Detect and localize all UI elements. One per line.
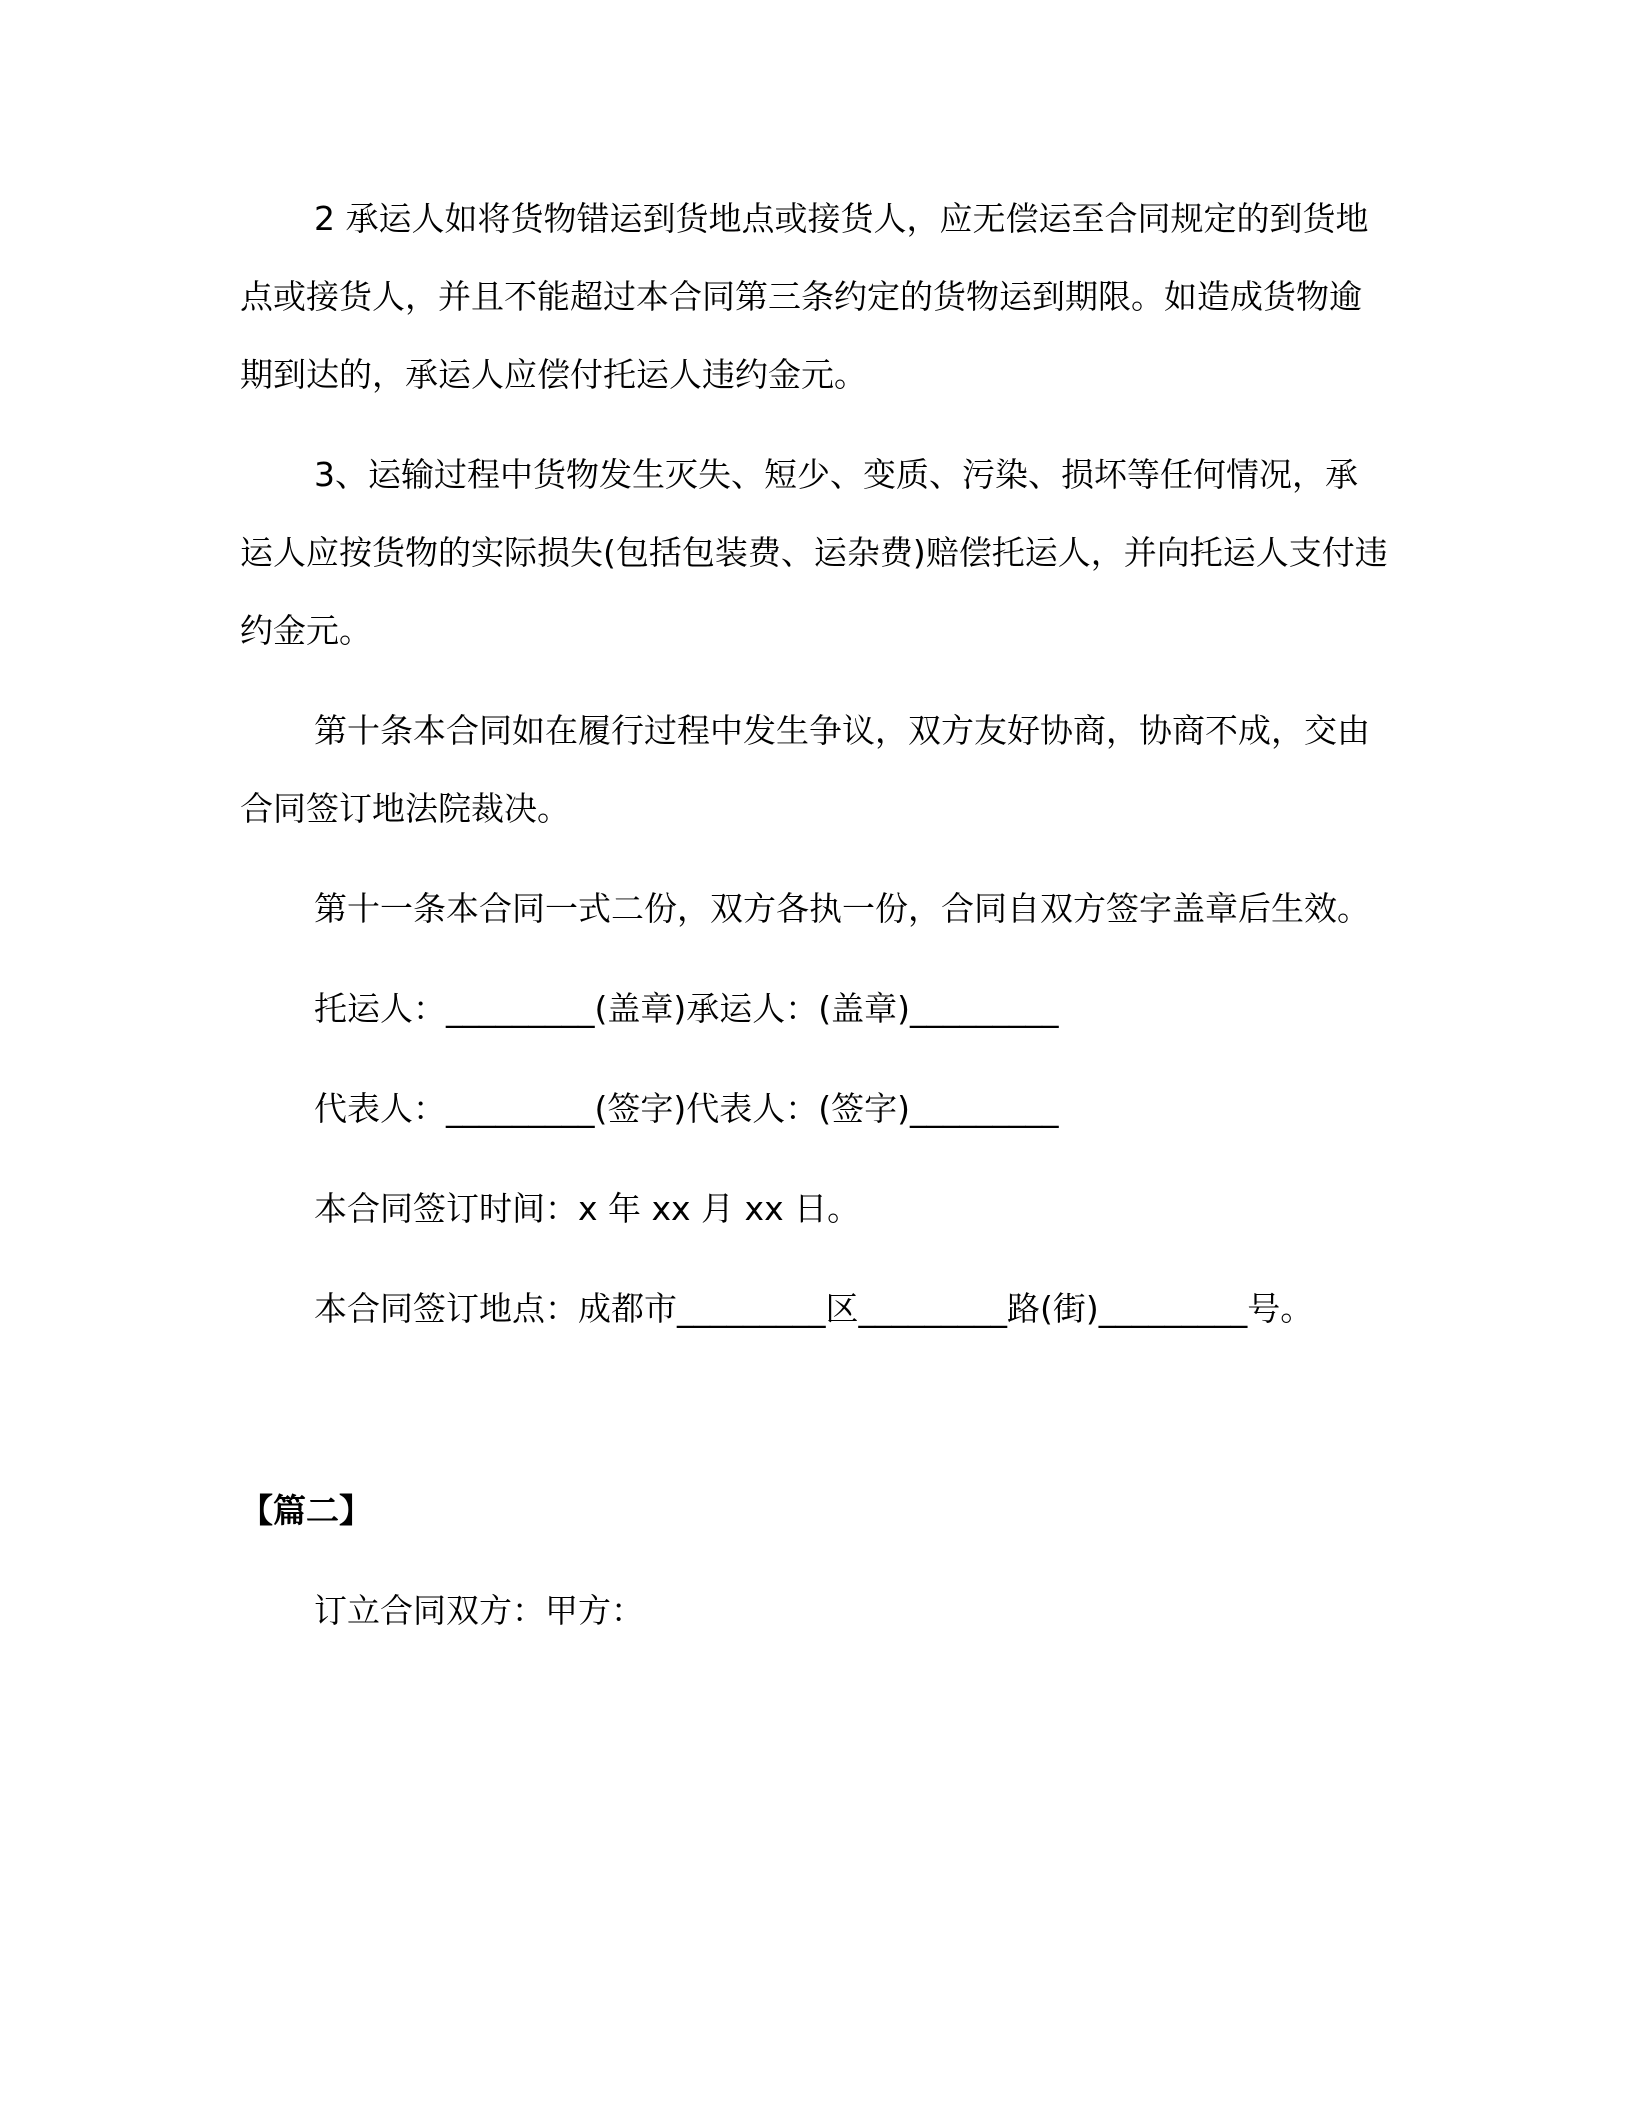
signing-date: 本合同签订时间：x 年 xx 月 xx 日。 bbox=[314, 1189, 861, 1228]
contract-parties-line: 订立合同双方：甲方： bbox=[314, 1591, 644, 1630]
section-gap bbox=[240, 1348, 1390, 1472]
signature-line-representatives: 代表人：_________(签字)代表人：(签字)_________ bbox=[314, 1089, 1059, 1128]
signature-line-shipper-carrier: 托运人：_________(盖章)承运人：(盖章)_________ bbox=[314, 989, 1059, 1028]
clause-article-ten: 第十条本合同如在履行过程中发生争议，双方友好协商，协商不成，交由合同签订地法院裁决。 bbox=[240, 711, 1370, 828]
signing-place: 本合同签订地点：成都市_________区_________路(街)_________号。 bbox=[314, 1289, 1314, 1328]
clause-article-eleven: 第十一条本合同一式二份，双方各执一份，合同自双方签字盖章后生效。 bbox=[314, 889, 1370, 928]
section-heading: 【篇二】 bbox=[240, 1491, 372, 1530]
document-content bbox=[240, 180, 1390, 1650]
heading-gap bbox=[240, 1550, 1390, 1572]
clause-paragraph-cargo-loss: 3、运输过程中货物发生灭失、短少、变质、污染、损坏等任何情况，承运人应按货物的实际损失(包括包装费、运杂费)赔偿托运人，并向托运人支付违约金元。 bbox=[240, 455, 1388, 650]
clause-paragraph-wrong-delivery: 2 承运人如将货物错运到货地点或接货人，应无偿运至合同规定的到货地点或接货人，并且不能超过本合同第三条约定的货物运到期限。如造成货物逾期到达的，承运人应偿付托运人违约金元。 bbox=[240, 199, 1369, 394]
